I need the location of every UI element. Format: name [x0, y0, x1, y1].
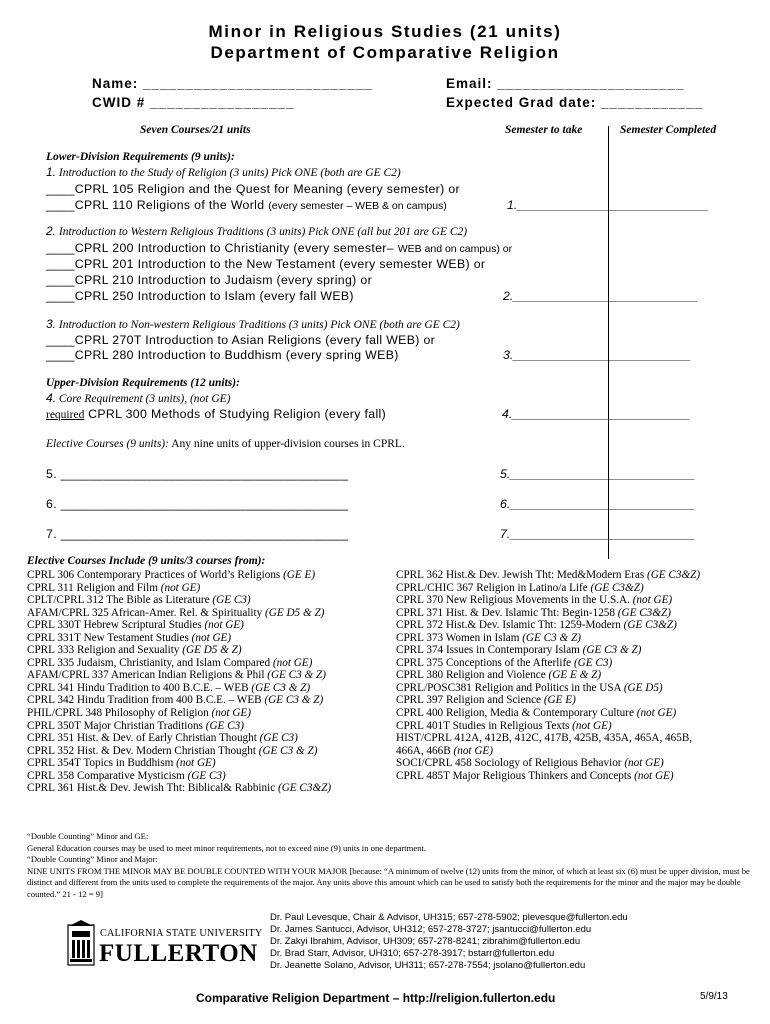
course-option-cprl250[interactable]: ____CPRL 250 Introduction to Islam (every fall WEB) — [46, 289, 354, 303]
form-title: Minor in Religious Studies (21 units) — [208, 22, 562, 41]
elective-item: CPRL 350T Major Christian Traditions (GE C3) — [27, 719, 244, 732]
elective-item: CPRL 362 Hist.& Dev. Jewish Tht: Med&Modern Eras (GE C3&Z) — [396, 569, 701, 581]
cwid-field[interactable]: CWID # _________________ — [92, 95, 295, 110]
contact-line: Dr. Brad Starr, Advisor, UH310; 657-278-3917; bstarr@fullerton.edu — [270, 948, 555, 960]
semester-blank-3[interactable]: 3.__________________________ — [503, 348, 692, 362]
elective-item: SOCI/CPRL 458 Sociology of Religious Behavior (not GE) — [396, 757, 664, 770]
elective-item: 466A, 466B (not GE) — [396, 744, 493, 757]
elective-item: CPRL 335 Judaism, Christianity, and Islam Compared (not GE) — [27, 656, 313, 669]
elective-item: CPRL 352 Hist. & Dev. Modern Christian Thought (GE C3 & Z) — [27, 744, 318, 757]
electives-list-left — [27, 569, 331, 795]
elective-item: CPRL 311 Religion and Film (not GE) — [27, 581, 201, 594]
course-option-cprl280[interactable]: ____CPRL 280 Introduction to Buddhism (every spring WEB) — [46, 348, 399, 362]
semester-blank-7[interactable]: 7.___________________________ — [500, 527, 695, 541]
note-line: NINE UNITS FROM THE MINOR MAY BE DOUBLE COUNTED WITH YOUR MAJOR [because: “A minimum of twelve (12) units from the minor, of which at least six (6) must be upper division, must be distinct and different from the units used to complete the requirements of the major. Any units above this amount which can be used to satisfy both the requirements for the minor and the major may be double counted.” 21 - 12 = 9] — [27, 865, 750, 899]
contact-line: Dr. Zakyi Ibrahim, Advisor, UH309; 657-278-8241; zibrahim@fullerton.edu — [270, 936, 581, 948]
semester-blank-1[interactable]: 1.____________________________ — [507, 198, 709, 212]
core-course-cprl300: required CPRL 300 Methods of Studying Religion (every fall) — [46, 407, 387, 421]
elective-item: CPRL 397 Religion and Science (GE E) — [396, 694, 576, 707]
elective-item: CPRL 330T Hebrew Scriptural Studies (not GE) — [27, 619, 244, 632]
elective-item: CPRL 375 Conceptions of the Afterlife (GE C3) — [396, 656, 613, 669]
double-counting-notes — [27, 831, 752, 901]
contact-line: Dr. Paul Levesque, Chair & Advisor, UH315; 657-278-5902; plevesque@fullerton.edu — [270, 912, 628, 923]
elective-item: CPRL 333 Religion and Sexuality (GE D5 & Z) — [27, 644, 242, 657]
name-field[interactable]: Name: ___________________________ — [92, 76, 373, 91]
elective-requirement: Elective Courses (9 units): Any nine units of upper-division courses in CPRL. — [46, 438, 405, 450]
column-divider — [608, 126, 609, 559]
group-3-heading: 3. Introduction to Non-western Religious Traditions (3 units) Pick ONE (both are GE C2) — [46, 317, 460, 331]
elective-item: CPRL 401T Studies in Religious Texts (not GE) — [396, 719, 612, 732]
note-line: General Education courses may be used to meet minor requirements, not to exceed nine (9) units in one department. — [27, 842, 427, 853]
elective-item: CPRL 374 Issues in Contemporary Islam (GE C3 & Z) — [396, 644, 642, 657]
elective-item: CPRL 400 Religion, Media & Contemporary Culture (not GE) — [396, 707, 677, 720]
elective-item: CPRL 485T Major Religious Thinkers and Concepts (not GE) — [396, 769, 674, 782]
elective-item: CPRL 361 Hist.& Dev. Jewish Tht: Biblical& Rabbinic (GE C3&Z) — [27, 782, 332, 795]
course-option-cprl201[interactable]: ____CPRL 201 Introduction to the New Testament (every semester WEB) or — [46, 257, 486, 271]
elective-item: CPRL 372 Hist.& Dev. Islamic Tht: 1259-Modern (GE C3&Z) — [396, 619, 677, 632]
contact-line: Dr. Jeanette Solano, Advisor, UH311; 657-278-7554; jsolano@fullerton.edu — [270, 960, 586, 972]
contact-line: Dr. James Santucci, Advisor, UH312; 657-278-3727; jsantucci@fullerton.edu — [270, 924, 592, 936]
department-title: Department of Comparative Religion — [210, 43, 560, 62]
upper-division-heading: Upper-Division Requirements (12 units): — [46, 377, 240, 389]
lower-division-heading: Lower-Division Requirements (9 units): — [46, 151, 235, 163]
elective-item: CPRL/CHIC 367 Religion in Latino/a Life (GE C3&Z) — [396, 581, 644, 594]
elective-course-blank-6[interactable]: 6. ________________________________________ — [46, 497, 349, 511]
electives-list-heading: Elective Courses Include (9 units/3 courses from): — [27, 555, 266, 567]
group-1-heading: 1. Introduction to the Study of Religion (3 units) Pick ONE (both are GE C2) — [46, 165, 401, 179]
elective-item: CPRL 354T Topics in Buddhism (not GE) — [27, 757, 216, 770]
elective-item: CPRL 351 Hist. & Dev. of Early Christian Thought (GE C3) — [27, 732, 298, 745]
elective-item: AFAM/CPRL 337 American Indian Religions & Phil (GE C3 & Z) — [27, 669, 326, 682]
elective-item: CPRL 342 Hindu Tradition from 400 B.C.E. – WEB (GE C3 & Z) — [27, 694, 324, 707]
elective-item: CPRL 306 Contemporary Practices of World’s Religions (GE E) — [27, 569, 316, 581]
grad-date-field[interactable]: Expected Grad date: ____________ — [446, 95, 704, 110]
course-option-cprl105[interactable]: ____CPRL 105 Religion and the Quest for Meaning (every semester) or — [46, 182, 460, 196]
elective-item: CPRL 358 Comparative Mysticism (GE C3) — [27, 769, 226, 782]
elective-item: CPRL 331T New Testament Studies (not GE) — [27, 631, 232, 644]
courses-column-heading: Seven Courses/21 units — [140, 124, 251, 136]
note-line: “Double Counting” Minor and Major: — [27, 854, 158, 865]
elective-item: CPRL 371 Hist. & Dev. Islamic Tht: Begin-1258 (GE C3&Z) — [396, 606, 671, 619]
email-field[interactable]: Email: ______________________ — [446, 76, 685, 91]
semester-to-take-heading: Semester to take — [505, 124, 583, 136]
footer-department-url: Comparative Religion Department – http://religion.fullerton.edu — [196, 991, 556, 1005]
elective-item: HIST/CPRL 412A, 412B, 412C, 417B, 425B, 435A, 465A, 465B, — [396, 732, 693, 745]
logo-university-text: CALIFORNIA STATE UNIVERSITY — [100, 928, 263, 939]
footer-date: 5/9/13 — [700, 991, 728, 1002]
note-line: “Double Counting” Minor and GE: — [27, 831, 149, 841]
elective-course-blank-7[interactable]: 7. ________________________________________ — [46, 527, 349, 541]
course-option-cprl200[interactable]: ____CPRL 200 Introduction to Christianity (every semester– WEB and on campus) or — [46, 241, 513, 255]
group-2-heading: 2. Introduction to Western Religious Traditions (3 units) Pick ONE (all but 201 are GE C2) — [46, 224, 468, 238]
elective-item: CPRL 370 New Religious Movements in the U.S.A. (not GE) — [396, 594, 673, 607]
course-option-cprl110[interactable]: ____CPRL 110 Religions of the World (every semester – WEB & on campus) — [46, 198, 447, 212]
semester-completed-heading: Semester Completed — [620, 124, 717, 136]
university-logo — [66, 919, 263, 971]
elective-item: CPRL 380 Religion and Violence (GE E & Z) — [396, 669, 602, 682]
elective-item: CPRL 373 Women in Islam (GE C3 & Z) — [396, 631, 581, 644]
semester-blank-2[interactable]: 2.___________________________ — [503, 289, 698, 303]
university-seal-icon — [66, 919, 96, 969]
semester-blank-5[interactable]: 5.___________________________ — [500, 467, 695, 481]
elective-course-blank-5[interactable]: 5. ________________________________________ — [46, 467, 349, 481]
semester-blank-4[interactable]: 4.__________________________ — [502, 407, 691, 421]
group-4-heading: 4. Core Requirement (3 units), (not GE) — [46, 391, 231, 405]
elective-item: PHIL/CPRL 348 Philosophy of Religion (not GE) — [27, 707, 251, 720]
electives-list-right — [396, 569, 700, 782]
elective-item: CPRL 341 Hindu Tradition to 400 B.C.E. – WEB (GE C3 & Z) — [27, 681, 311, 694]
elective-item: AFAM/CPRL 325 African-Amer. Rel. & Spirituality (GE D5 & Z) — [27, 606, 325, 619]
logo-campus-text: FULLERTON — [99, 940, 258, 967]
course-option-cprl270t[interactable]: ____CPRL 270T Introduction to Asian Religions (every fall WEB) or — [46, 333, 436, 347]
advisor-contacts — [270, 912, 628, 972]
course-option-cprl210[interactable]: ____CPRL 210 Introduction to Judaism (every spring) or — [46, 273, 373, 287]
semester-blank-6[interactable]: 6.___________________________ — [500, 497, 695, 511]
elective-item: CPRL/POSC381 Religion and Politics in the USA (GE D5) — [396, 681, 663, 694]
elective-item: CPLT/CPRL 312 The Bible as Literature (GE C3) — [27, 594, 251, 607]
